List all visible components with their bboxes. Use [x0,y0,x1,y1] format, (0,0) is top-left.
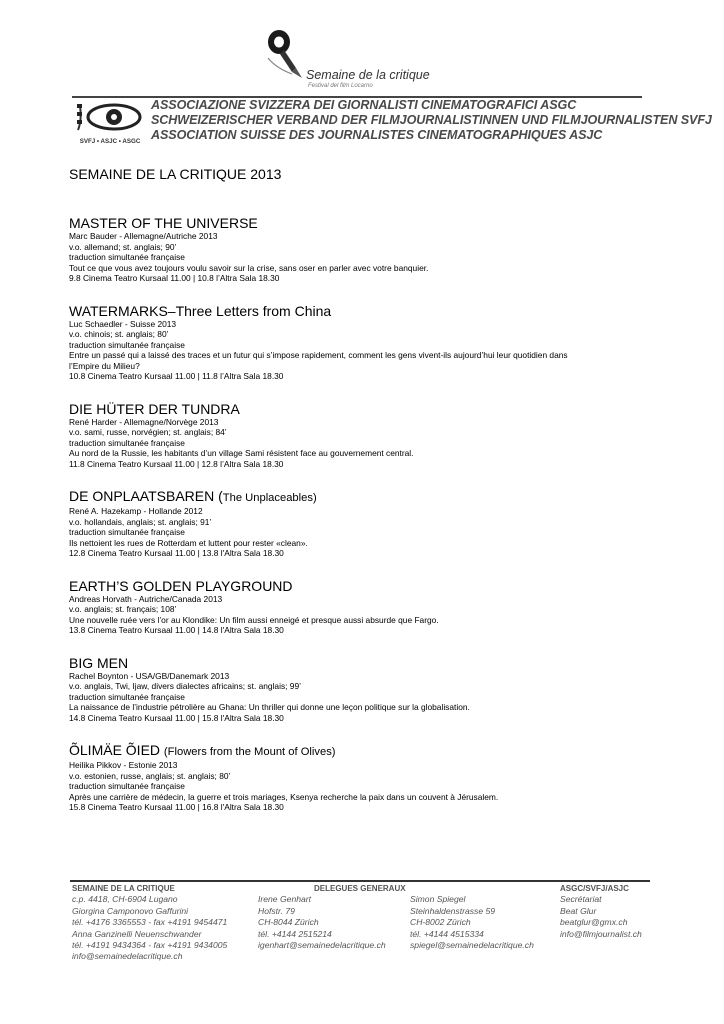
footer-line: Secrétariat [560,894,602,905]
film-entry [69,215,709,284]
film-language: v.o. estonien, russe, anglais; st. anglais; 80’ [69,770,231,781]
footer-column-semaine [72,883,227,963]
footer-line: tél. +4191 9434364 - fax +4191 9434005 [72,940,228,951]
footer-column-delegue-2 [410,894,534,951]
film-title: DIE HÜTER DER TUNDRA [69,400,240,417]
footer-line: tél. +4176 3365553 - fax +4191 9454471 [72,917,228,928]
footer-line: Beat Glur [560,905,597,916]
footer-heading: DELEGUES GENERAUX [314,884,406,893]
film-screenings: 15.8 Cinema Teatro Kursaal 11.00 | 16.8 l'Altra Sala 18.30 [69,802,284,812]
film-screenings: 11.8 Cinema Teatro Kursaal 11.00 | 12.8 l’Altra Sala 18.30 [69,458,284,469]
film-entry [69,488,709,559]
footer-column-delegue-1 [258,883,406,951]
film-language: v.o. allemand; st. anglais; 90’ [69,241,177,252]
film-entry [69,401,709,470]
footer-line: Simon Spiegel [410,894,466,905]
film-director: Marc Bauder - Allemagne/Autriche 2013 [69,231,218,241]
film-language: v.o. chinois; st. anglais; 80’ [69,329,169,339]
eye-film-icon [74,100,146,145]
association-logo [74,100,146,145]
film-synopsis: Entre un passé qui a laissé des traces et un futur qui s’impose rapidement, comment les gens vivent-ils aujourd’hui leur quotidien dans [69,350,568,360]
film-director: Andreas Horvath - Autriche/Canada 2013 [69,593,223,604]
footer [70,880,650,970]
document-title: SEMAINE DE LA CRITIQUE 2013 [69,166,282,182]
footer-line: Anna Ganzinelli Neuenschwander [72,928,202,939]
film-entry [69,578,709,636]
film-synopsis: Tout ce que vous avez toujours voulu savoir sur la crise, sans oser en parler avec votre banquier. [69,262,429,273]
film-language: v.o. hollandais, anglais; st. anglais; 91’ [69,516,212,527]
film-director: Rachel Boynton - USA/GB/Danemark 2013 [69,670,230,681]
footer-heading: ASGC/SVFJ/ASJC [560,884,629,893]
film-language: v.o. anglais; st. français; 108’ [69,604,177,614]
footer-line: CH-8002 Zürich [410,917,471,928]
film-subtitle: (Flowers from the Mount of Olives) [163,746,336,758]
film-title: DE ONPLAATSBAREN (The Unplaceables) [69,488,317,504]
film-title: EARTH’S GOLDEN PLAYGROUND [69,577,293,594]
footer-line: beatglur@gmx.ch [560,917,628,928]
document-body [69,166,709,832]
film-title: WATERMARKS–Three Letters from China [69,302,332,319]
logo-brand: Semaine de la critique [306,68,430,82]
film-synopsis: La naissance de l’industrie pétrolière au Ghana: Un thriller qui donne une leçon politique sur la globalisation. [69,702,470,712]
footer-line: Giorgina Camponovo Gaffurini [72,905,189,916]
film-title: ÕLIMÄE ÕIED (Flowers from the Mount of Olives) [69,742,336,758]
film-screenings: 13.8 Cinema Teatro Kursaal 11.00 | 14.8 l'Altra Sala 18.30 [69,625,284,635]
film-language: v.o. sami, russe, norvégien; st. anglais; 84’ [69,427,227,437]
association-names [151,98,712,143]
film-translation: traduction simultanée française [69,781,185,791]
film-director: René A. Hazekamp - Hollande 2012 [69,506,203,516]
film-translation: traduction simultanée française [69,527,185,537]
film-translation: traduction simultanée française [69,252,185,262]
film-reel-pen-icon [262,28,306,80]
footer-line: info@semainedelacritique.ch [72,951,183,962]
footer-divider [70,880,650,882]
footer-line: c.p. 4418, CH-6904 Lugano [72,894,178,905]
film-translation: traduction simultanée française [69,691,185,702]
semaine-logo [262,28,442,96]
film-synopsis-cont: l’Empire du Milieu? [69,360,140,371]
film-translation: traduction simultanée française [69,437,185,448]
association-line: ASSOCIATION SUISSE DES JOURNALISTES CINEMATOGRAPHIQUES ASJC [151,128,603,142]
film-title: BIG MEN [69,654,129,671]
footer-column-asgc [560,883,642,940]
association-line: SCHWEIZERISCHER VERBAND DER FILMJOURNALISTINNEN UND FILMJOURNALISTEN SVFJ [151,113,712,127]
logo-tagline: Festival del film Locarno [308,83,373,89]
footer-line: Hofstr. 79 [258,905,295,916]
film-screenings: 14.8 Cinema Teatro Kursaal 11.00 | 15.8 l'Altra Sala 18.30 [69,712,284,723]
film-director: Luc Schaedler - Suisse 2013 [69,318,177,329]
film-director: Heilika Pikkov - Estonie 2013 [69,760,178,770]
footer-line: info@filmjournalist.ch [560,928,642,939]
film-synopsis: Au nord de la Russie, les habitants d’un village Sami résistent face au gouvernement central. [69,448,414,458]
film-screenings: 12.8 Cinema Teatro Kursaal 11.00 | 13.8 l'Altra Sala 18.30 [69,548,284,558]
film-screenings: 9.8 Cinema Teatro Kursaal 11.00 | 10.8 l’Altra Sala 18.30 [69,273,280,283]
association-logo-caption: SVFJ • ASJC • ASGC [79,138,141,145]
film-language: v.o. anglais, Twi, Ijaw, divers dialectes africains; st. anglais; 99’ [69,681,301,691]
footer-line: igenhart@semainedelacritique.ch [258,940,386,951]
film-director: René Harder - Allemagne/Norvège 2013 [69,416,219,427]
footer-line: Irene Genhart [258,894,312,905]
footer-line: tél. +4144 4515334 [410,928,484,939]
film-synopsis: Une nouvelle ruée vers l’or au Klondike: Un film aussi enneigé et presque aussi absurde que Fargo. [69,614,439,625]
film-translation: traduction simultanée française [69,339,185,350]
footer-line: Steinhaldenstrasse 59 [410,905,496,916]
film-entry [69,303,709,382]
association-line: ASSOCIAZIONE SVIZZERA DEI GIORNALISTI CINEMATOGRAFICI ASGC [151,98,577,112]
film-subtitle: The Unplaceables) [222,492,317,504]
film-screenings: 10.8 Cinema Teatro Kursaal 11.00 | 11.8 l’Altra Sala 18.30 [69,371,284,381]
film-entry [69,742,709,813]
footer-line: spiegel@semainedelacritique.ch [410,940,534,951]
film-entry [69,655,709,724]
film-synopsis: Ils nettoient les rues de Rotterdam et luttent pour rester «clean». [69,537,308,548]
footer-line: CH-8044 Zürich [258,917,319,928]
film-synopsis: Après une carrière de médecin, la guerre et trois mariages, Ksenya recherche la paix dans un couvent à Jérusalem. [69,791,499,802]
film-title: MASTER OF THE UNIVERSE [69,215,258,231]
footer-heading: SEMAINE DE LA CRITIQUE [72,884,175,893]
footer-line: tél. +4144 2515214 [258,928,332,939]
